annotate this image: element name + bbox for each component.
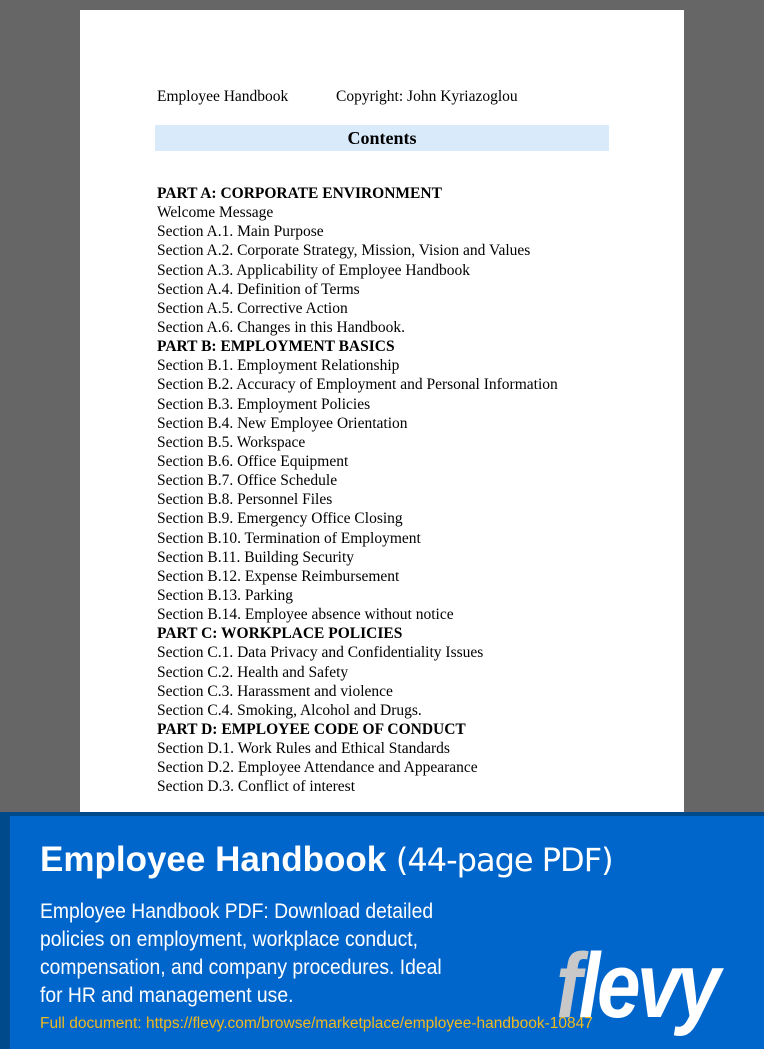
toc-entry: Section B.9. Emergency Office Closing (157, 510, 403, 528)
toc-entry: Section B.5. Workspace (157, 433, 306, 451)
full-document-link[interactable]: Full document: https://flevy.com/browse/marketplace/employee-handbook-10847 (40, 1015, 593, 1032)
page-header (157, 88, 518, 106)
banner-title-main: Employee Handbook (40, 840, 387, 879)
toc-entry: Section B.12. Expense Reimbursement (157, 567, 400, 585)
toc-entry: Section B.1. Employment Relationship (157, 357, 400, 375)
toc-entry: Section B.4. New Employee Orientation (157, 414, 408, 432)
toc-part-heading: PART C: WORKPLACE POLICIES (157, 625, 403, 643)
toc-part-heading: PART D: EMPLOYEE CODE OF CONDUCT (157, 720, 466, 738)
toc-entry: Section B.6. Office Equipment (157, 452, 349, 470)
toc-entry: Section C.2. Health and Safety (157, 663, 349, 681)
toc-entry: Section C.4. Smoking, Alcohol and Drugs. (157, 701, 422, 719)
toc-entry: Section B.2. Accuracy of Employment and Personal Information (157, 376, 558, 394)
banner-top-edge (0, 812, 764, 816)
toc-entry: Welcome Message (157, 204, 274, 222)
toc-entry: Section B.3. Employment Policies (157, 395, 371, 413)
toc-entry: Section A.3. Applicability of Employee Handbook (157, 261, 470, 279)
banner-left-edge (0, 812, 10, 1049)
toc-entry: Section B.14. Employee absence without notice (157, 606, 454, 624)
toc-entry: Section D.3. Conflict of interest (157, 778, 356, 796)
toc-entry: Section C.1. Data Privacy and Confidentiality Issues (157, 644, 484, 662)
toc-entry: Section D.1. Work Rules and Ethical Standards (157, 740, 450, 758)
flevy-logo: flevy (556, 935, 718, 1037)
toc-entry: Section A.2. Corporate Strategy, Mission, Vision and Values (157, 242, 531, 260)
table-of-contents (157, 184, 558, 797)
toc-entry: Section B.7. Office Schedule (157, 472, 338, 490)
promo-banner (0, 812, 764, 1049)
toc-part-heading: PART A: CORPORATE ENVIRONMENT (157, 185, 442, 202)
toc-entry: Section D.2. Employee Attendance and Appearance (157, 759, 478, 777)
toc-entry: Section A.5. Corrective Action (157, 299, 348, 317)
toc-entry: Section B.10. Termination of Employment (157, 529, 421, 547)
banner-title-pages: (44-page PDF) (395, 841, 613, 879)
toc-part-heading: PART B: EMPLOYMENT BASICS (157, 338, 395, 356)
toc-entry: Section B.11. Building Security (157, 548, 355, 566)
document-page (80, 10, 684, 812)
contents-heading: Contents (155, 125, 609, 151)
header-title: Employee Handbook (157, 88, 289, 105)
header-copyright: Copyright: John Kyriazoglou (336, 88, 518, 105)
toc-entry: Section B.13. Parking (157, 586, 294, 604)
toc-entry: Section A.1. Main Purpose (157, 223, 324, 241)
banner-title (40, 840, 613, 880)
banner-description: Employee Handbook PDF: Download detailed policies on employment, workplace conduct, compensation, and company procedures. Ideal for HR and management use. (40, 900, 442, 1007)
toc-entry: Section A.4. Definition of Terms (157, 280, 360, 298)
toc-entry: Section C.3. Harassment and violence (157, 682, 393, 700)
toc-entry: Section A.6. Changes in this Handbook. (157, 318, 405, 336)
toc-entry: Section B.8. Personnel Files (157, 491, 333, 509)
